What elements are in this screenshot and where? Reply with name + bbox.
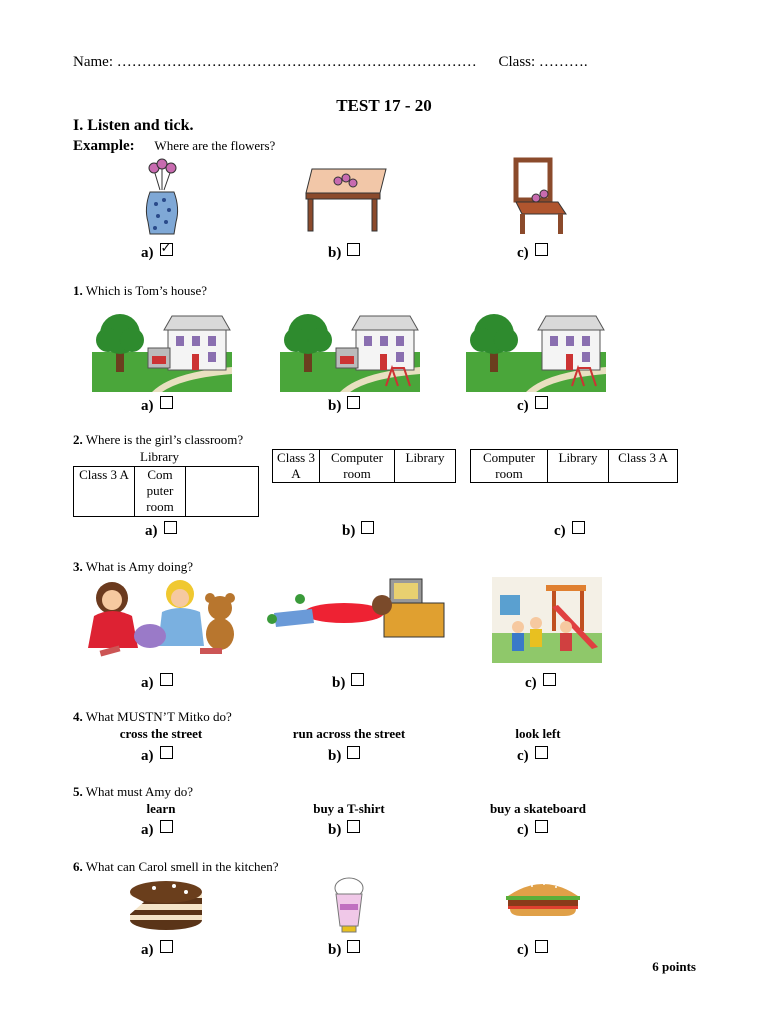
q3-option-a[interactable]: a) — [141, 673, 173, 692]
q5-phrase-c: buy a skateboard — [489, 801, 587, 816]
room-cell: Class 3 A — [609, 450, 678, 483]
checkbox[interactable] — [347, 396, 360, 409]
example-option-a[interactable]: a) ✓ — [141, 240, 172, 261]
q4-phrase-c: look left — [515, 726, 561, 741]
checkbox[interactable] — [351, 673, 364, 686]
checkbox-checked[interactable] — [160, 240, 173, 256]
question-3: 3. What is Amy doing? — [73, 559, 194, 574]
room-cell: Library — [395, 450, 456, 483]
example-option-b[interactable]: b) — [328, 243, 360, 262]
q3-option-c[interactable]: c) — [525, 673, 556, 692]
checkbox[interactable] — [160, 396, 173, 409]
q6-option-c[interactable]: c) — [517, 940, 548, 959]
checkbox[interactable] — [347, 243, 360, 256]
check-mark-icon: ✓ — [160, 240, 172, 255]
q1-option-c[interactable]: c) — [517, 396, 548, 415]
example-question-text: Where are the flowers? — [154, 138, 276, 153]
checkbox[interactable] — [164, 521, 177, 534]
test-title: TEST 17 - 20 — [336, 96, 432, 115]
checkbox[interactable] — [160, 940, 173, 953]
q4-option-a[interactable]: a) — [141, 746, 173, 765]
room-cell: Library — [548, 450, 609, 483]
checkbox[interactable] — [543, 673, 556, 686]
q1-option-b[interactable]: b) — [328, 396, 360, 415]
q6-option-b[interactable]: b) — [328, 940, 360, 959]
checkbox[interactable] — [361, 521, 374, 534]
checkbox[interactable] — [347, 940, 360, 953]
playground-picture — [492, 577, 602, 663]
checkbox[interactable] — [347, 820, 360, 833]
hamburger-picture — [504, 878, 582, 918]
checkbox[interactable] — [160, 820, 173, 833]
question-6: 6. What can Carol smell in the kitchen? — [73, 859, 279, 874]
girl-watching-tv-picture — [264, 575, 446, 639]
checkbox[interactable] — [535, 940, 548, 953]
q5-phrase-a: learn — [146, 801, 176, 816]
room-plan-a — [73, 466, 259, 517]
library-label: Library — [140, 449, 179, 464]
checkbox[interactable] — [535, 396, 548, 409]
q5-option-c[interactable]: c) — [517, 820, 548, 839]
example-question — [73, 138, 275, 155]
room-cell: Com puter room — [135, 467, 186, 517]
house-picture-a — [92, 312, 232, 392]
q3-option-b[interactable]: b) — [332, 673, 364, 692]
q5-phrase-b: buy a T-shirt — [313, 801, 385, 816]
points-total: 6 points — [652, 959, 696, 974]
q5-option-a[interactable]: a) — [141, 820, 173, 839]
question-5: 5. What must Amy do? — [73, 784, 194, 799]
checkbox[interactable] — [572, 521, 585, 534]
house-picture-b — [280, 312, 420, 392]
room-plan-c — [470, 449, 678, 483]
chocolate-cake-picture — [124, 876, 204, 934]
section-title: I. Listen and tick. — [73, 117, 194, 134]
q4-option-b[interactable]: b) — [328, 746, 360, 765]
room-cell: Computer room — [320, 450, 395, 483]
class-label: Class: ………. — [498, 54, 588, 70]
room-cell: Class 3 A — [273, 450, 320, 483]
question-2: 2. Where is the girl’s classroom? — [73, 432, 244, 447]
q5-option-b[interactable]: b) — [328, 820, 360, 839]
flowers-on-chair-picture — [508, 158, 568, 236]
checkbox[interactable] — [535, 243, 548, 256]
checkbox[interactable] — [160, 746, 173, 759]
milkshake-picture — [330, 876, 368, 934]
room-plan-b — [272, 449, 456, 483]
vase-with-flowers-picture — [138, 158, 184, 236]
q1-option-a[interactable]: a) — [141, 396, 173, 415]
q2-option-a[interactable]: a) — [145, 521, 177, 540]
room-cell — [186, 467, 259, 517]
checkbox[interactable] — [535, 746, 548, 759]
q4-option-c[interactable]: c) — [517, 746, 548, 765]
checkbox[interactable] — [535, 820, 548, 833]
checkbox[interactable] — [347, 746, 360, 759]
q6-option-a[interactable]: a) — [141, 940, 173, 959]
question-1: 1. Which is Tom’s house? — [73, 283, 208, 298]
room-cell: Class 3 A — [74, 467, 135, 517]
girls-playing-picture — [80, 576, 240, 662]
example-option-c[interactable]: c) — [517, 243, 548, 262]
q2-option-b[interactable]: b) — [342, 521, 374, 540]
name-field[interactable] — [73, 54, 588, 71]
q4-phrase-a: cross the street — [119, 726, 203, 741]
example-label: Example: — [73, 138, 135, 154]
flowers-on-table-picture — [300, 165, 388, 233]
name-label: Name: ……………………………………………………………… — [73, 54, 477, 70]
room-cell: Computer room — [471, 450, 548, 483]
checkbox[interactable] — [160, 673, 173, 686]
q4-phrase-b: run across the street — [292, 726, 406, 741]
q2-option-c[interactable]: c) — [554, 521, 585, 540]
question-4: 4. What MUSTN’T Mitko do? — [73, 709, 232, 724]
house-picture-c — [466, 312, 606, 392]
